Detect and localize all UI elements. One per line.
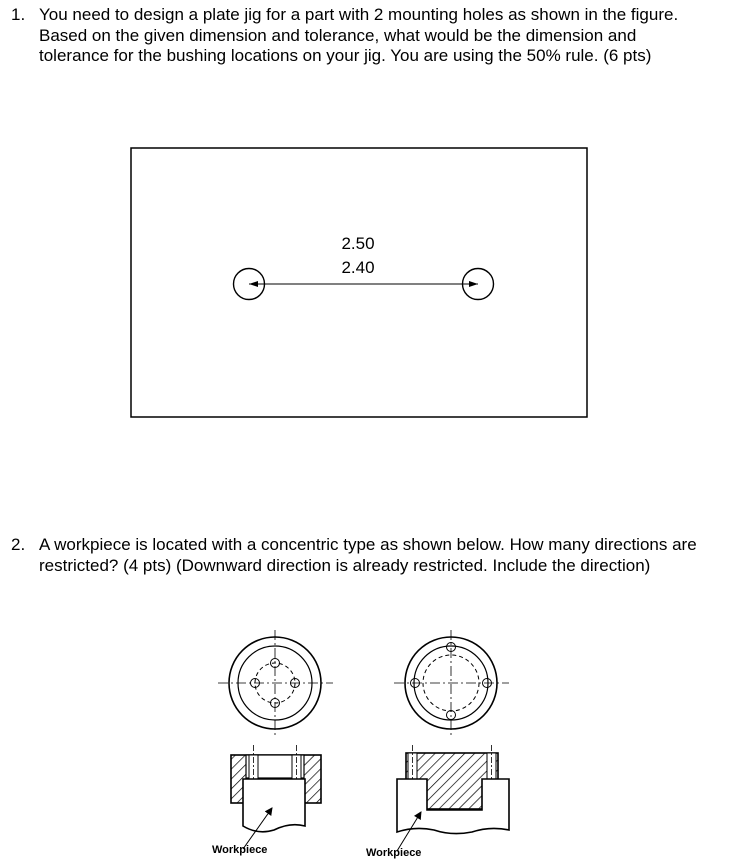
plate-figure: [131, 148, 587, 417]
left-arrow: [249, 281, 258, 287]
left-workpiece-label: Workpiece: [212, 844, 268, 856]
right-section-view: [397, 745, 509, 851]
right-workpiece-label: Workpiece: [366, 847, 422, 859]
question-1-text: You need to design a plate jig for a part with 2 mounting holes as shown in the figure. Based on the given dimension and tolerance, what would be the dimension and tolerance for the bushing locations on your jig. You are using the 50% rule. (6 pts): [39, 5, 679, 65]
plate-outline: [131, 148, 587, 417]
question-2-number: 2.: [11, 535, 26, 554]
question-1-number: 1.: [11, 5, 26, 24]
left-section-view: [231, 745, 321, 849]
dimension-upper: 2.50: [341, 234, 375, 253]
right-top-view: [394, 630, 509, 738]
dimension-lower: 2.40: [341, 258, 375, 277]
right-arrow: [469, 281, 478, 287]
left-top-view: [218, 630, 333, 738]
question-2-text: A workpiece is located with a concentric type as shown below. How many directions are restricted? (4 pts) (Downward direction is already restricted. Include the direction): [39, 535, 697, 575]
